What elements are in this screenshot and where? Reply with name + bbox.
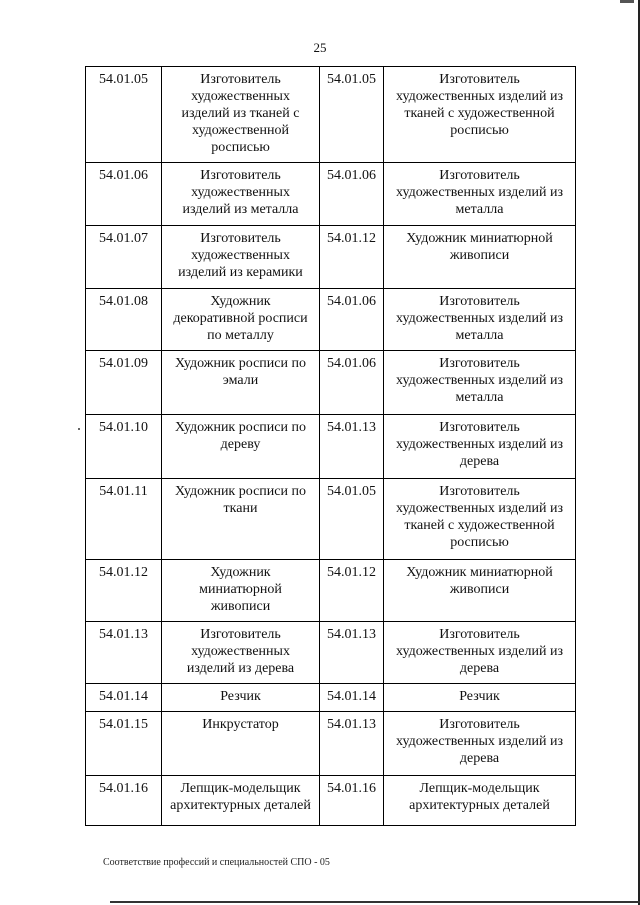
profession-name: Художник декоративной росписи по металлу [162,289,320,351]
table-row [86,289,576,351]
page-number: 25 [313,40,327,55]
matching-name: Резчик [384,684,576,712]
profession-name: Изготовитель художественных изделий из металла [162,163,320,226]
profession-name: Изготовитель художественных изделий из дерева [162,622,320,684]
profession-name: Лепщик-модельщик архитектурных деталей [162,776,320,826]
profession-code: 54.01.15 [86,712,162,776]
document-footer: Соответствие профессий и специальностей СПО - 05 [103,857,330,868]
table-row [86,622,576,684]
matching-code: 54.01.13 [320,415,384,479]
table-row [86,712,576,776]
table-row [86,776,576,826]
matching-name: Изготовитель художественных изделий из металла [384,351,576,415]
table-row [86,67,576,163]
matching-code: 54.01.06 [320,351,384,415]
matching-name: Изготовитель художественных изделий из дерева [384,622,576,684]
matching-name: Изготовитель художественных изделий из дерева [384,415,576,479]
profession-name: Художник росписи по дереву [162,415,320,479]
profession-code: 54.01.10 [86,415,162,479]
matching-code: 54.01.13 [320,622,384,684]
matching-code: 54.01.16 [320,776,384,826]
profession-code: 54.01.13 [86,622,162,684]
table-row [86,684,576,712]
profession-code: 54.01.11 [86,479,162,560]
matching-code: 54.01.06 [320,289,384,351]
matching-name: Художник миниатюрной живописи [384,560,576,622]
table-row [86,415,576,479]
profession-code: 54.01.07 [86,226,162,289]
table-row [86,226,576,289]
profession-code: 54.01.05 [86,67,162,163]
profession-name: Резчик [162,684,320,712]
profession-code: 54.01.08 [86,289,162,351]
table-row [86,163,576,226]
matching-name: Изготовитель художественных изделий из тканей с художественной росписью [384,479,576,560]
matching-name: Лепщик-модельщик архитектурных деталей [384,776,576,826]
scan-speck [78,428,80,430]
table-row [86,351,576,415]
matching-code: 54.01.06 [320,163,384,226]
matching-name: Изготовитель художественных изделий из тканей с художественной росписью [384,67,576,163]
profession-name: Инкрустатор [162,712,320,776]
profession-name: Художник росписи по ткани [162,479,320,560]
scan-edge-bottom [110,901,640,903]
profession-code: 54.01.14 [86,684,162,712]
profession-name: Художник миниатюрной живописи [162,560,320,622]
scan-mark-top [620,0,634,3]
matching-name: Художник миниатюрной живописи [384,226,576,289]
profession-code: 54.01.06 [86,163,162,226]
profession-name: Изготовитель художественных изделий из тканей с художественной росписью [162,67,320,163]
matching-name: Изготовитель художественных изделий из дерева [384,712,576,776]
matching-code: 54.01.14 [320,684,384,712]
matching-name: Изготовитель художественных изделий из металла [384,163,576,226]
table-row [86,479,576,560]
profession-code: 54.01.12 [86,560,162,622]
matching-code: 54.01.05 [320,479,384,560]
matching-code: 54.01.12 [320,226,384,289]
profession-name: Художник росписи по эмали [162,351,320,415]
matching-code: 54.01.05 [320,67,384,163]
table-row [86,560,576,622]
profession-name: Изготовитель художественных изделий из керамики [162,226,320,289]
matching-name: Изготовитель художественных изделий из металла [384,289,576,351]
profession-code: 54.01.09 [86,351,162,415]
profession-code: 54.01.16 [86,776,162,826]
matching-code: 54.01.12 [320,560,384,622]
correspondence-table [85,66,576,826]
matching-code: 54.01.13 [320,712,384,776]
